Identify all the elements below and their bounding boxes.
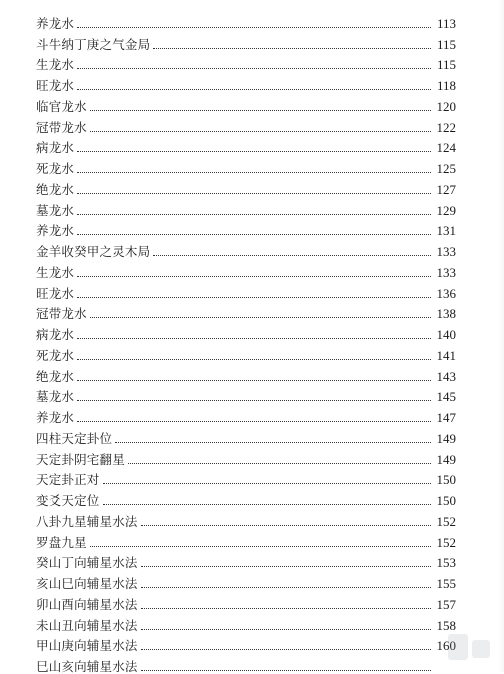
toc-entry-page: 143 xyxy=(436,368,456,384)
toc-leader-dots xyxy=(90,546,431,547)
toc-leader-dots xyxy=(141,587,431,588)
toc-entry-title: 病龙水 xyxy=(36,327,75,342)
toc-entry[interactable] xyxy=(36,114,456,135)
toc-leader-dots xyxy=(103,504,431,505)
toc-entry[interactable] xyxy=(36,197,456,218)
toc-leader-dots xyxy=(77,151,431,152)
toc-leader-dots xyxy=(90,110,431,111)
table-of-contents xyxy=(36,10,456,674)
toc-entry-title: 生龙水 xyxy=(36,57,75,73)
toc-entry[interactable] xyxy=(36,280,456,301)
toc-leader-dots xyxy=(90,317,431,318)
toc-entry-page: 138 xyxy=(436,306,456,322)
toc-entry-page: 149 xyxy=(436,430,456,446)
toc-entry[interactable] xyxy=(36,529,456,550)
toc-entry-page: 140 xyxy=(436,327,456,342)
toc-entry-page: 160 xyxy=(436,638,456,654)
toc-leader-dots xyxy=(77,380,431,381)
toc-entry[interactable] xyxy=(36,301,456,322)
toc-leader-dots xyxy=(77,234,431,235)
toc-leader-dots xyxy=(77,359,431,360)
toc-entry-title: 养龙水 xyxy=(36,410,75,425)
toc-entry-page: 152 xyxy=(436,513,456,529)
toc-entry[interactable] xyxy=(36,591,456,612)
toc-entry[interactable] xyxy=(36,653,456,674)
toc-entry-page: 113 xyxy=(436,15,456,31)
toc-entry[interactable] xyxy=(36,612,456,633)
toc-entry-page: 133 xyxy=(436,244,456,259)
toc-entry-page: 133 xyxy=(436,264,456,280)
toc-leader-dots xyxy=(77,421,431,422)
toc-leader-dots xyxy=(153,255,431,256)
toc-entry[interactable] xyxy=(36,342,456,363)
toc-entry[interactable] xyxy=(36,238,456,259)
toc-entry-title: 巳山亥向辅星水法 xyxy=(36,659,138,674)
toc-entry-title: 天定卦正对 xyxy=(36,472,100,488)
toc-entry-page: 147 xyxy=(436,410,456,425)
toc-entry-page: 157 xyxy=(436,596,456,612)
toc-entry[interactable] xyxy=(36,259,456,280)
toc-leader-dots xyxy=(77,27,431,28)
toc-entry-title: 绝龙水 xyxy=(36,368,75,384)
toc-leader-dots xyxy=(77,400,431,401)
toc-entry-page: 122 xyxy=(436,119,456,135)
toc-leader-dots xyxy=(141,649,431,650)
toc-entry-title: 癸山丁向辅星水法 xyxy=(36,555,138,571)
toc-entry-page: 127 xyxy=(436,181,456,197)
toc-entry-title: 四柱天定卦位 xyxy=(36,430,113,446)
toc-entry[interactable] xyxy=(36,218,456,239)
toc-entry[interactable] xyxy=(36,93,456,114)
toc-leader-dots xyxy=(77,89,431,90)
toc-entry-title: 金羊收癸甲之灵木局 xyxy=(36,244,151,259)
toc-entry[interactable] xyxy=(36,135,456,156)
toc-entry-page: 150 xyxy=(436,493,456,508)
toc-leader-dots xyxy=(77,214,431,215)
toc-entry-page: 141 xyxy=(436,347,456,363)
toc-entry-title: 变爻天定位 xyxy=(36,493,100,508)
toc-leader-dots xyxy=(77,338,431,339)
toc-entry[interactable] xyxy=(36,570,456,591)
toc-entry-page: 120 xyxy=(436,98,456,114)
watermark-icon xyxy=(440,628,500,668)
toc-leader-dots xyxy=(141,566,431,567)
toc-leader-dots xyxy=(77,276,431,277)
toc-entry-title: 天定卦阴宅翻星 xyxy=(36,451,125,467)
toc-entry-title: 生龙水 xyxy=(36,264,75,280)
toc-entry[interactable] xyxy=(36,52,456,73)
toc-entry[interactable] xyxy=(36,10,456,31)
toc-entry-page: 124 xyxy=(436,140,456,156)
toc-entry-page: 149 xyxy=(436,451,456,467)
toc-entry-title: 养龙水 xyxy=(36,15,75,31)
toc-entry-title: 斗牛纳丁庚之气金局 xyxy=(36,36,151,52)
toc-entry[interactable] xyxy=(36,321,456,342)
toc-entry-page: 129 xyxy=(436,202,456,218)
toc-entry[interactable] xyxy=(36,550,456,571)
toc-entry-page: 131 xyxy=(436,223,456,239)
toc-entry[interactable] xyxy=(36,467,456,488)
toc-entry[interactable] xyxy=(36,363,456,384)
toc-entry[interactable] xyxy=(36,508,456,529)
toc-entry-title: 旺龙水 xyxy=(36,78,75,93)
toc-entry-title: 冠带龙水 xyxy=(36,306,87,322)
toc-entry-title: 旺龙水 xyxy=(36,285,75,301)
toc-leader-dots xyxy=(128,463,431,464)
toc-entry-title: 墓龙水 xyxy=(36,202,75,218)
toc-entry-page: 136 xyxy=(436,285,456,301)
toc-entry-title: 死龙水 xyxy=(36,161,75,176)
toc-entry-page: 155 xyxy=(436,576,456,591)
toc-entry[interactable] xyxy=(36,425,456,446)
toc-entry-title: 亥山巳向辅星水法 xyxy=(36,576,138,591)
toc-leader-dots xyxy=(77,68,431,69)
toc-entry-title: 八卦九星辅星水法 xyxy=(36,513,138,529)
toc-entry-page: 115 xyxy=(436,57,456,73)
toc-leader-dots xyxy=(141,670,431,671)
toc-leader-dots xyxy=(153,48,431,49)
toc-leader-dots xyxy=(77,172,431,173)
toc-entry-title: 甲山庚向辅星水法 xyxy=(36,638,138,654)
toc-entry-page: 152 xyxy=(436,534,456,550)
toc-leader-dots xyxy=(90,131,431,132)
toc-entry-page: 145 xyxy=(436,389,456,405)
toc-leader-dots xyxy=(141,608,431,609)
toc-entry[interactable] xyxy=(36,446,456,467)
toc-entry-title: 墓龙水 xyxy=(36,389,75,405)
toc-entry-title: 死龙水 xyxy=(36,347,75,363)
toc-entry[interactable] xyxy=(36,384,456,405)
toc-entry[interactable] xyxy=(36,176,456,197)
toc-entry-page: 158 xyxy=(436,617,456,633)
toc-entry-title: 临官龙水 xyxy=(36,98,87,114)
toc-entry[interactable] xyxy=(36,633,456,654)
toc-leader-dots xyxy=(77,297,431,298)
toc-entry[interactable] xyxy=(36,155,456,176)
toc-entry-page: 115 xyxy=(436,36,456,52)
toc-entry-page: 150 xyxy=(436,472,456,488)
toc-entry-title: 未山丑向辅星水法 xyxy=(36,617,138,633)
toc-entry-title: 病龙水 xyxy=(36,140,75,156)
toc-entry[interactable] xyxy=(36,31,456,52)
toc-entry-title: 养龙水 xyxy=(36,223,75,239)
toc-leader-dots xyxy=(115,442,431,443)
toc-entry-page: 125 xyxy=(436,161,456,176)
toc-entry[interactable] xyxy=(36,404,456,425)
toc-leader-dots xyxy=(141,525,431,526)
toc-leader-dots xyxy=(103,483,431,484)
toc-entry-title: 绝龙水 xyxy=(36,181,75,197)
toc-entry[interactable] xyxy=(36,72,456,93)
toc-leader-dots xyxy=(141,629,431,630)
toc-leader-dots xyxy=(77,193,431,194)
toc-entry-title: 卯山酉向辅星水法 xyxy=(36,596,138,612)
toc-entry-page: 118 xyxy=(436,78,456,93)
toc-entry-title: 冠带龙水 xyxy=(36,119,87,135)
toc-entry-title: 罗盘九星 xyxy=(36,534,87,550)
page-edge-shadow xyxy=(498,0,504,672)
toc-entry-page: 153 xyxy=(436,555,456,571)
toc-entry[interactable] xyxy=(36,487,456,508)
